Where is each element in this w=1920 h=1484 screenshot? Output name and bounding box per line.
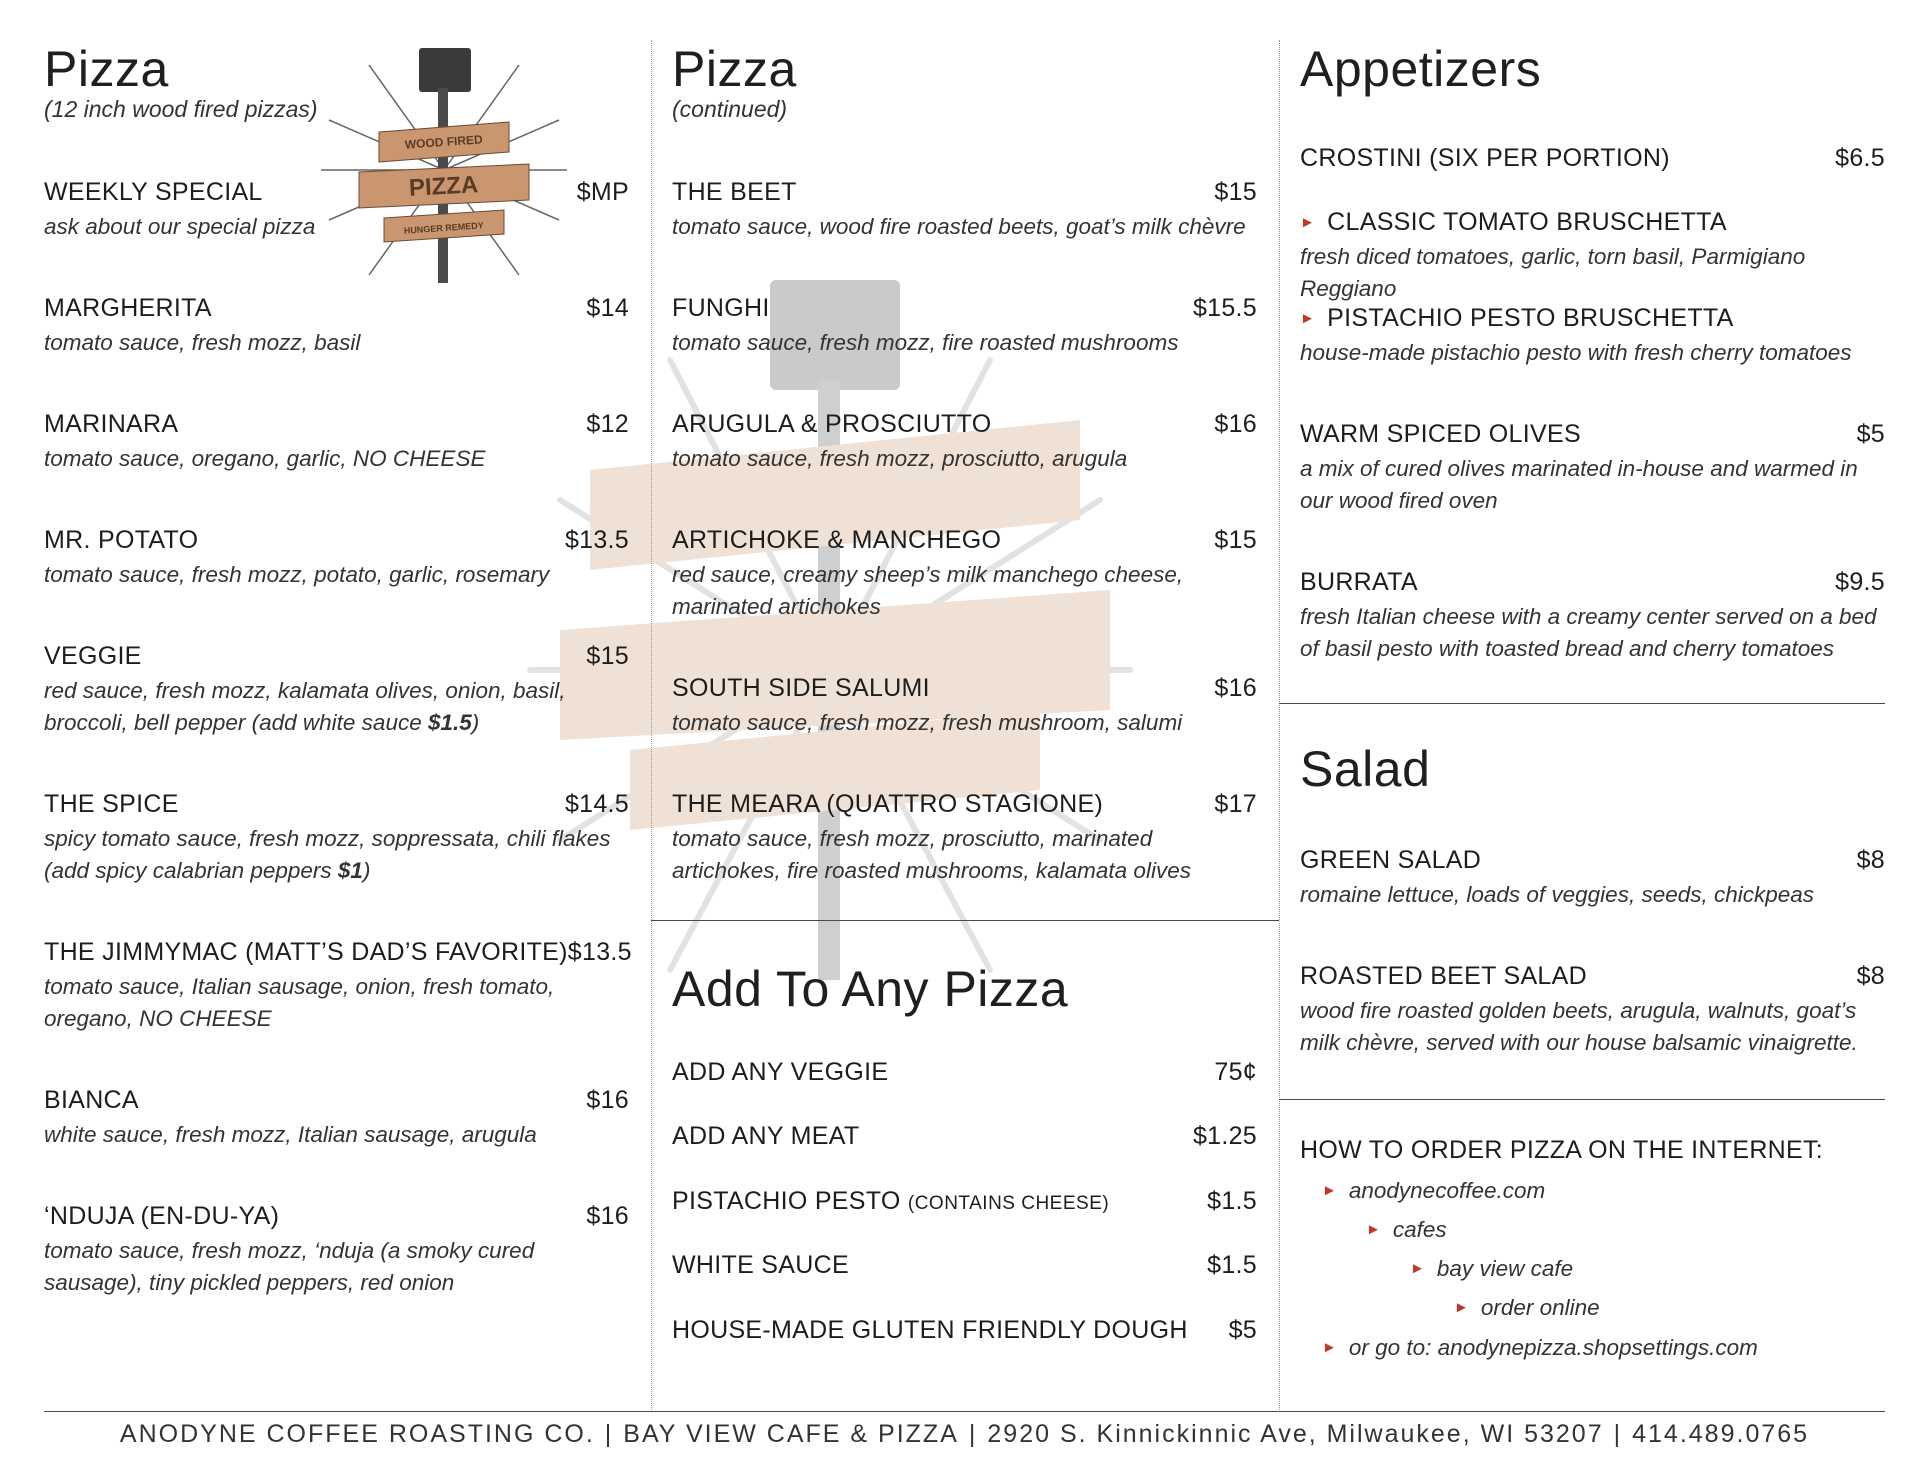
pizza-column (44, 40, 632, 1410)
logo-line-1: WOOD FIRED (404, 132, 484, 152)
column-divider (1279, 40, 1280, 1410)
item-description: tomato sauce, fresh mozz, ‘nduja (a smoky cured sausage), tiny pickled peppers, red onion (44, 1238, 535, 1295)
section-divider (1279, 703, 1885, 704)
menu-item (672, 178, 1257, 243)
menu-item (44, 294, 629, 359)
item-description: tomato sauce, fresh mozz, potato, garlic, rosemary (44, 562, 550, 587)
section-title-salad: Salad (1300, 741, 1431, 797)
item-price: $14 (586, 294, 629, 322)
menu-item (44, 526, 629, 591)
menu-item (1300, 420, 1885, 517)
section-subtitle-pizza: (12 inch wood fired pizzas) (44, 96, 318, 122)
menu-item (672, 410, 1257, 475)
item-description: tomato sauce, fresh mozz, prosciutto, marinated artichokes, fire roasted mushrooms, kalamata olives (672, 826, 1191, 883)
pizza-continued-column (672, 40, 1257, 1410)
item-price: $16 (1214, 674, 1257, 702)
section-divider (651, 920, 1279, 921)
bullet-arrow-icon: ► (1300, 214, 1316, 231)
bullet-arrow-icon: ► (1322, 1182, 1337, 1199)
item-name: WEEKLY SPECIAL (44, 178, 263, 206)
item-price: $15 (586, 642, 629, 670)
item-price: $13.5 (564, 526, 629, 554)
menu-item (1300, 846, 1885, 911)
item-price: $15 (1214, 526, 1257, 554)
bullet-arrow-icon: ► (1300, 310, 1316, 327)
order-step-link[interactable]: ► cafes (1366, 1217, 1447, 1242)
menu-item (672, 674, 1257, 739)
footer-location: BAY VIEW CAFE & PIZZA (623, 1420, 959, 1448)
bullet-arrow-icon: ► (1322, 1339, 1337, 1356)
footer-address: 2920 S. Kinnickinnic Ave, Milwaukee, WI 53207 (987, 1420, 1604, 1448)
addon-price: $5 (1228, 1316, 1257, 1344)
item-price: $9.5 (1835, 568, 1885, 596)
addon-name: WHITE SAUCE (672, 1251, 849, 1279)
menu-item (44, 410, 629, 475)
item-description: tomato sauce, wood fire roasted beets, goat’s milk chèvre (672, 214, 1246, 239)
axe-pizza-logo-icon (319, 40, 569, 285)
item-name: ► PISTACHIO PESTO BRUSCHETTA (1300, 304, 1734, 332)
footer-divider (44, 1411, 1885, 1412)
item-name: GREEN SALAD (1300, 846, 1482, 874)
menu-item (44, 1202, 629, 1299)
item-name: WARM SPICED OLIVES (1300, 420, 1581, 448)
logo-line-2: PIZZA (408, 171, 479, 202)
order-step-link[interactable]: ► anodynecoffee.com (1322, 1178, 1546, 1203)
item-name: ARUGULA & PROSCIUTTO (672, 410, 992, 438)
item-description: tomato sauce, fresh mozz, prosciutto, arugula (672, 446, 1128, 471)
item-description: tomato sauce, fresh mozz, fire roasted mushrooms (672, 330, 1179, 355)
item-description: tomato sauce, Italian sausage, onion, fresh tomato, oregano, NO CHEESE (44, 974, 555, 1031)
item-name: VEGGIE (44, 642, 142, 670)
menu-item (672, 294, 1257, 359)
addon-price: $1.25 (1192, 1122, 1257, 1150)
section-title-pizza: Pizza (44, 41, 169, 97)
item-name: ► CLASSIC TOMATO BRUSCHETTA (1300, 208, 1727, 236)
section-subtitle-continued: (continued) (672, 96, 788, 122)
appetizers-salad-column (1300, 40, 1885, 1410)
addon-item (672, 1187, 1257, 1216)
order-step-link[interactable]: ► bay view cafe (1410, 1256, 1574, 1281)
item-name: BURRATA (1300, 568, 1418, 596)
item-description: house-made pistachio pesto with fresh cherry tomatoes (1300, 340, 1852, 365)
item-name: THE SPICE (44, 790, 179, 818)
footer-phone: 414.489.0765 (1632, 1420, 1810, 1448)
item-name: THE JIMMYMAC (MATT’S DAD’S FAVORITE) (44, 938, 568, 966)
item-price: $12 (586, 410, 629, 438)
item-name: MARGHERITA (44, 294, 212, 322)
item-name: CROSTINI (SIX PER PORTION) (1300, 144, 1670, 172)
item-name: THE BEET (672, 178, 797, 206)
section-title-pizza-continued: Pizza (672, 41, 797, 97)
bullet-arrow-icon: ► (1454, 1299, 1469, 1316)
item-description: ask about our special pizza (44, 214, 316, 239)
item-price: $16 (1214, 410, 1257, 438)
section-title-appetizers: Appetizers (1300, 41, 1542, 97)
item-description: tomato sauce, fresh mozz, fresh mushroom, salumi (672, 710, 1183, 735)
order-step-link[interactable]: ► order online (1454, 1295, 1600, 1320)
menu-item (672, 526, 1257, 623)
item-price: $8 (1856, 846, 1885, 874)
footer-company: ANODYNE COFFEE ROASTING CO. (119, 1420, 595, 1448)
addon-price: $1.5 (1207, 1187, 1257, 1215)
item-description: wood fire roasted golden beets, arugula, walnuts, goat’s milk chèvre, served with our house balsamic vinaigrette. (1300, 998, 1858, 1055)
item-name: THE MEARA (QUATTRO STAGIONE) (672, 790, 1104, 818)
column-divider (651, 40, 652, 1410)
menu-item (44, 1086, 629, 1151)
addon-item (672, 1058, 1257, 1087)
addon-item (672, 1251, 1257, 1280)
item-name: ROASTED BEET SALAD (1300, 962, 1587, 990)
menu-item (44, 642, 629, 739)
bullet-arrow-icon: ► (1366, 1221, 1381, 1238)
order-online-heading: HOW TO ORDER PIZZA ON THE INTERNET: (1300, 1136, 1824, 1164)
addon-price: $1.5 (427, 710, 472, 735)
addon-item (672, 1122, 1257, 1151)
item-name: MARINARA (44, 410, 179, 438)
addon-item (672, 1316, 1257, 1345)
item-price: $MP (576, 178, 629, 206)
item-price: $14.5 (564, 790, 629, 818)
menu-item (44, 178, 629, 243)
menu-item (672, 790, 1257, 887)
menu-item (44, 790, 629, 887)
addon-note: (CONTAINS CHEESE) (907, 1193, 1110, 1214)
item-description: red sauce, creamy sheep’s milk manchego cheese, marinated artichokes (672, 562, 1184, 619)
item-price: $5 (1856, 420, 1885, 448)
menu-item (1300, 144, 1885, 173)
item-price: $8 (1856, 962, 1885, 990)
addon-price: $1 (337, 858, 363, 883)
menu-item (44, 938, 632, 1035)
order-alt-link[interactable]: ► or go to: anodynepizza.shopsettings.com (1322, 1335, 1758, 1360)
item-description: fresh Italian cheese with a creamy center served on a bed of basil pesto with toasted bread and cherry tomatoes (1300, 604, 1877, 661)
item-price: $6.5 (1835, 144, 1885, 172)
menu-sub-item (1300, 304, 1885, 369)
item-name: BIANCA (44, 1086, 139, 1114)
item-description: romaine lettuce, loads of veggies, seeds, chickpeas (1300, 882, 1815, 907)
item-name: MR. POTATO (44, 526, 199, 554)
addon-name: PISTACHIO PESTO (CONTAINS CHEESE) (672, 1187, 1110, 1215)
menu-item (1300, 568, 1885, 665)
addon-price: 75¢ (1214, 1058, 1257, 1086)
item-price: $13.5 (567, 938, 632, 966)
logo-line-3: HUNGER REMEDY (403, 220, 485, 236)
item-name: ARTICHOKE & MANCHEGO (672, 526, 1002, 554)
addon-price: $1.5 (1207, 1251, 1257, 1279)
item-price: $17 (1214, 790, 1257, 818)
item-description: spicy tomato sauce, fresh mozz, soppressata, chili flakes (add spicy calabrian peppers $1) (44, 826, 611, 883)
item-head (44, 178, 629, 207)
item-description: tomato sauce, fresh mozz, basil (44, 330, 361, 355)
item-price: $15 (1214, 178, 1257, 206)
section-divider (1279, 1099, 1885, 1100)
bullet-arrow-icon: ► (1410, 1260, 1425, 1277)
item-price: $16 (586, 1086, 629, 1114)
item-description: white sauce, fresh mozz, Italian sausage, arugula (44, 1122, 537, 1147)
item-description: red sauce, fresh mozz, kalamata olives, onion, basil, broccoli, bell pepper (add white sauce $1.5) (44, 678, 566, 735)
item-note: (MATT’S DAD’S FAVORITE) (245, 938, 568, 966)
item-name: ‘NDUJA (EN-DU-YA) (44, 1202, 280, 1230)
item-price: $16 (586, 1202, 629, 1230)
item-description: tomato sauce, oregano, garlic, NO CHEESE (44, 446, 486, 471)
addon-name: ADD ANY VEGGIE (672, 1058, 889, 1086)
item-price: $15.5 (1192, 294, 1257, 322)
item-description: fresh diced tomatoes, garlic, torn basil, Parmigiano Reggiano (1300, 244, 1806, 301)
item-name: SOUTH SIDE SALUMI (672, 674, 930, 702)
addon-name: HOUSE-MADE GLUTEN FRIENDLY DOUGH (672, 1316, 1188, 1344)
footer: ANODYNE COFFEE ROASTING CO. | BAY VIEW CAFE & PIZZA | 2920 S. Kinnickinnic Ave, Milwaukee, WI 53207 | 414.489.0765 (119, 1420, 1810, 1448)
addon-name: ADD ANY MEAT (672, 1122, 860, 1150)
item-description: a mix of cured olives marinated in-house and warmed in our wood fired oven (1300, 456, 1858, 513)
menu-item (1300, 962, 1885, 1059)
section-title-add-to-pizza: Add To Any Pizza (672, 961, 1069, 1017)
menu-sub-item (1300, 208, 1885, 305)
item-name: FUNGHI (672, 294, 770, 322)
